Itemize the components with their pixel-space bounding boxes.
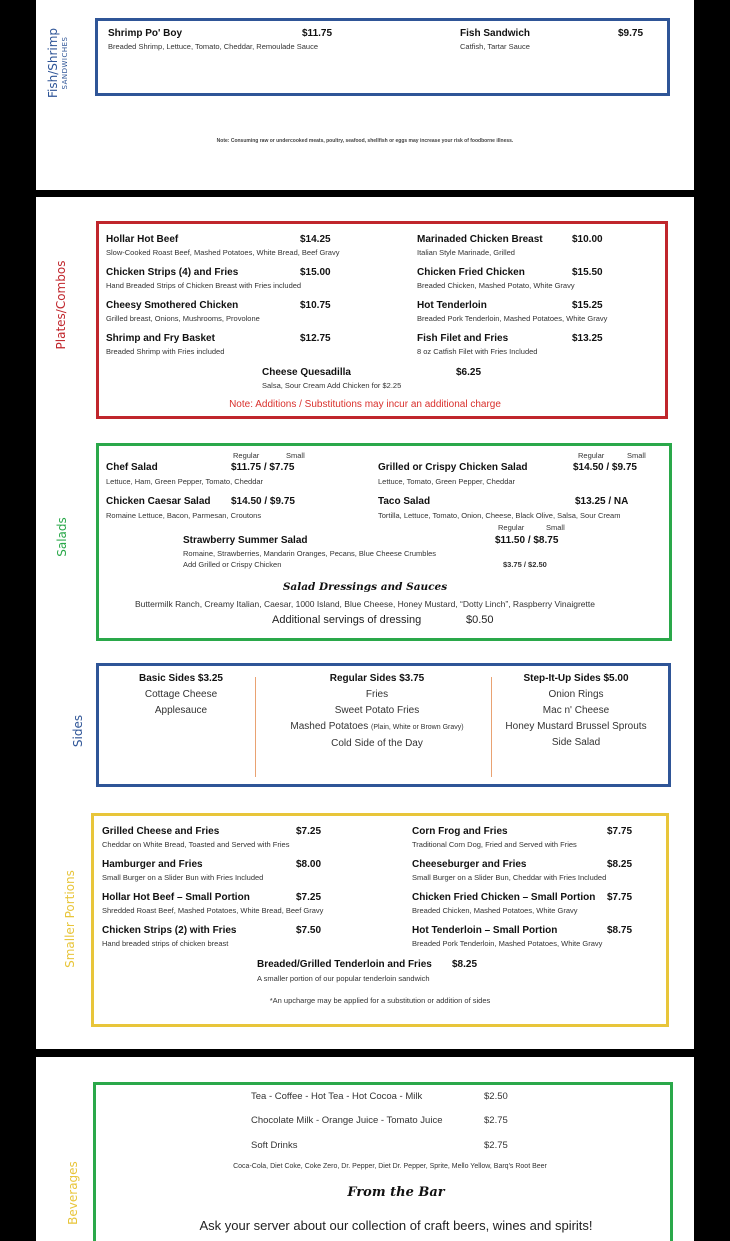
small-label: Small <box>627 451 646 460</box>
side-item: Cottage Cheese <box>144 689 218 700</box>
menu-item-name: Cheesy Smothered Chicken <box>106 300 239 311</box>
menu-item-name: Chicken Fried Chicken <box>417 267 525 278</box>
soft-drink-list: Coca-Cola, Diet Coke, Coke Zero, Dr. Pepper, Diet Dr. Pepper, Sprite, Mello Yellow, Barq's Root Beer <box>233 1163 547 1170</box>
menu-item-desc: 8 oz Catfish Filet with Fries Included <box>417 347 538 356</box>
additional-dressing: Additional servings of dressing <box>272 614 422 626</box>
small-label: Small <box>546 523 565 532</box>
upcharge-note: *An upcharge may be applied for a substitution or addition of sides <box>269 996 491 1005</box>
menu-item-desc: A smaller portion of our popular tenderloin sandwich <box>257 974 430 983</box>
side-item: Mashed Potatoes <box>290 721 369 732</box>
sides-column-heading: Step-It-Up Sides $5.00 <box>523 673 629 684</box>
menu-item-price: $13.25 <box>572 333 603 344</box>
plates-section-title: Plates/Combos <box>54 260 68 350</box>
side-item: Honey Mustard Brussel Sprouts <box>505 721 647 732</box>
menu-item-name: Shrimp and Fry Basket <box>106 333 215 344</box>
sides-column-heading: Basic Sides $3.25 <box>139 673 223 684</box>
menu-item-desc: Lettuce, Tomato, Green Pepper, Cheddar <box>378 477 516 486</box>
menu-item-desc: Italian Style Marinade, Grilled <box>417 248 515 257</box>
menu-item-price: $15.50 <box>572 267 603 278</box>
menu-item-price: $6.25 <box>456 367 482 378</box>
health-note: Note: Consuming raw or undercooked meats, poultry, seafood, shellfish or eggs may increase your risk of foodborne illness. <box>216 138 514 144</box>
menu-item-desc: Tortilla, Lettuce, Tomato, Onion, Cheese, Black Olive, Salsa, Sour Cream <box>378 511 621 520</box>
sides-column-regular <box>266 671 488 752</box>
menu-item-desc: Hand breaded strips of chicken breast <box>102 939 229 948</box>
menu-item-addon: Add Grilled or Crispy Chicken <box>183 560 282 569</box>
menu-item-name: Cheeseburger and Fries <box>412 859 527 870</box>
menu-item-name: Shrimp Po' Boy <box>108 28 183 39</box>
smaller-section-title: Smaller Portions <box>63 870 77 968</box>
menu-item-price: $11.50 / $8.75 <box>495 535 559 546</box>
menu-item-price: $7.75 <box>607 892 633 903</box>
menu-item-name: Chicken Strips (4) and Fries <box>106 267 239 278</box>
menu-item-desc: Catfish, Tartar Sauce <box>460 42 530 51</box>
menu-item-desc: Traditional Corn Dog, Fried and Served with Fries <box>412 840 577 849</box>
menu-item-price: $10.00 <box>572 234 603 245</box>
column-divider <box>255 677 256 777</box>
beverage-price: $2.75 <box>484 1115 508 1126</box>
menu-item-price: $13.25 / NA <box>575 496 629 507</box>
substitution-note: Note: Additions / Substitutions may incur an additional charge <box>229 399 501 410</box>
dressings-title: Salad Dressings and Sauces <box>282 581 448 593</box>
side-item: Side Salad <box>551 737 601 748</box>
salads-section-title: Salads <box>55 517 69 557</box>
menu-item-desc: Salsa, Sour Cream Add Chicken for $2.25 <box>262 381 402 390</box>
menu-item-price: $9.75 <box>618 28 644 39</box>
menu-page-fish <box>36 0 694 190</box>
additional-dressing-price: $0.50 <box>466 614 494 626</box>
sides-section-title: Sides <box>71 714 85 748</box>
menu-item-name: Hollar Hot Beef – Small Portion <box>102 892 250 903</box>
menu-item-desc: Hand Breaded Strips of Chicken Breast with Fries included <box>106 281 302 290</box>
dressings-list: Buttermilk Ranch, Creamy Italian, Caesar, 1000 Island, Blue Cheese, Honey Mustard, “Dotty Linch”, Raspberry Vinaigrette <box>134 599 595 609</box>
sides-column-basic <box>106 671 256 719</box>
regular-label: Regular <box>233 451 260 460</box>
menu-item-name: Grilled or Crispy Chicken Salad <box>378 462 528 473</box>
menu-item-price: $12.75 <box>300 333 331 344</box>
menu-item-name: Fish Sandwich <box>460 28 531 39</box>
fish-section-title <box>47 23 77 103</box>
menu-item-name: Hot Tenderloin – Small Portion <box>412 925 558 936</box>
menu-item-name: Fish Filet and Fries <box>417 333 509 344</box>
menu-item-price: $8.75 <box>607 925 633 936</box>
beverage-price: $2.75 <box>484 1140 508 1151</box>
menu-item-desc: Breaded Shrimp, Lettuce, Tomato, Cheddar, Remoulade Sauce <box>108 42 318 51</box>
menu-item-price: $10.75 <box>300 300 331 311</box>
menu-item-price: $8.25 <box>452 959 478 970</box>
menu-item-desc: Cheddar on White Bread, Toasted and Served with Fries <box>102 840 290 849</box>
menu-item-desc: Breaded Chicken, Mashed Potatoes, White Gravy <box>412 906 578 915</box>
menu-item-name: Hot Tenderloin <box>417 300 487 311</box>
menu-item-desc: Breaded Chicken, Mashed Potato, White Gravy <box>417 281 575 290</box>
fish-title-text: Fish/Shrimp <box>46 27 60 99</box>
menu-item-desc: Small Burger on a Slider Bun with Fries Included <box>102 873 264 882</box>
menu-item-name: Cheese Quesadilla <box>262 367 351 378</box>
menu-item-desc: Breaded Shrimp with Fries included <box>106 347 225 356</box>
menu-item-name: Chicken Strips (2) with Fries <box>102 925 237 936</box>
bar-title: From the Bar <box>347 1185 445 1200</box>
beverage-line: Soft Drinks <box>251 1140 298 1151</box>
menu-item-name: Chicken Fried Chicken – Small Portion <box>412 892 596 903</box>
beverage-price: $2.50 <box>484 1091 508 1102</box>
regular-label: Regular <box>498 523 525 532</box>
menu-item-desc: Grilled breast, Onions, Mushrooms, Provolone <box>106 314 260 323</box>
regular-label: Regular <box>578 451 605 460</box>
sides-column-heading: Regular Sides $3.75 <box>329 673 425 684</box>
sides-column-step-up <box>496 671 656 751</box>
side-item: Cold Side of the Day <box>331 738 423 749</box>
menu-item-desc: Romaine Lettuce, Bacon, Parmesan, Croutons <box>106 511 262 520</box>
menu-item-desc: Breaded Pork Tenderloin, Mashed Potatoes, White Gravy <box>412 939 603 948</box>
menu-item-name: Chef Salad <box>106 462 158 473</box>
beverage-line: Tea - Coffee - Hot Tea - Hot Cocoa - Milk <box>251 1091 423 1102</box>
menu-item-name: Chicken Caesar Salad <box>106 496 211 507</box>
column-divider <box>491 677 492 777</box>
menu-item-price: $8.25 <box>607 859 633 870</box>
side-item: Mac n' Cheese <box>542 705 610 716</box>
menu-item-desc: Small Burger on a Slider Bun, Cheddar with Fries Included <box>412 873 607 882</box>
small-label: Small <box>286 451 305 460</box>
menu-item-price: $11.75 / $7.75 <box>231 462 295 473</box>
menu-item-name: Corn Frog and Fries <box>412 826 508 837</box>
menu-item-price: $7.25 <box>296 826 322 837</box>
side-item: Applesauce <box>154 705 208 716</box>
menu-item-price: $15.25 <box>572 300 603 311</box>
side-item: Onion Rings <box>548 689 604 700</box>
menu-item-price: $7.25 <box>296 892 322 903</box>
menu-item-addon-price: $3.75 / $2.50 <box>503 560 547 569</box>
menu-item-price: $8.00 <box>296 859 322 870</box>
fish-subtitle-text: SANDWICHES <box>61 36 69 90</box>
menu-page-beverages <box>36 1057 694 1241</box>
menu-item-price: $14.50 / $9.75 <box>573 462 637 473</box>
menu-item-name: Taco Salad <box>378 496 431 507</box>
side-item: Fries <box>365 689 389 700</box>
menu-item-price: $11.75 <box>302 28 333 39</box>
menu-item-desc: Breaded Pork Tenderloin, Mashed Potatoes, White Gravy <box>417 314 608 323</box>
menu-item-price: $7.75 <box>607 826 633 837</box>
menu-item-price: $14.25 <box>300 234 331 245</box>
menu-item-name: Breaded/Grilled Tenderloin and Fries <box>257 959 432 970</box>
beverage-line: Chocolate Milk - Orange Juice - Tomato Juice <box>251 1115 443 1126</box>
menu-item-name: Strawberry Summer Salad <box>183 535 308 546</box>
menu-item-price: $14.50 / $9.75 <box>231 496 295 507</box>
menu-item-desc: Slow-Cooked Roast Beef, Mashed Potatoes, White Bread, Beef Gravy <box>106 248 340 257</box>
menu-item-desc: Lettuce, Ham, Green Pepper, Tomato, Cheddar <box>106 477 264 486</box>
menu-item-name: Marinaded Chicken Breast <box>417 234 543 245</box>
menu-item-price: $7.50 <box>296 925 322 936</box>
menu-item-desc: Romaine, Strawberries, Mandarin Oranges, Pecans, Blue Cheese Crumbles <box>183 549 437 558</box>
menu-item-price: $15.00 <box>300 267 331 278</box>
side-item: Sweet Potato Fries <box>334 705 420 716</box>
side-item-note: (Plain, White or Brown Gravy) <box>371 724 464 731</box>
beverages-section-title: Beverages <box>66 1161 80 1225</box>
menu-item-name: Hollar Hot Beef <box>106 234 179 245</box>
menu-page-main <box>36 197 694 1049</box>
menu-item-name: Grilled Cheese and Fries <box>102 826 220 837</box>
menu-item-desc: Shredded Roast Beef, Mashed Potatoes, White Bread, Beef Gravy <box>102 906 324 915</box>
menu-item-name: Hamburger and Fries <box>102 859 203 870</box>
bar-text: Ask your server about our collection of craft beers, wines and spirits! <box>199 1218 593 1233</box>
